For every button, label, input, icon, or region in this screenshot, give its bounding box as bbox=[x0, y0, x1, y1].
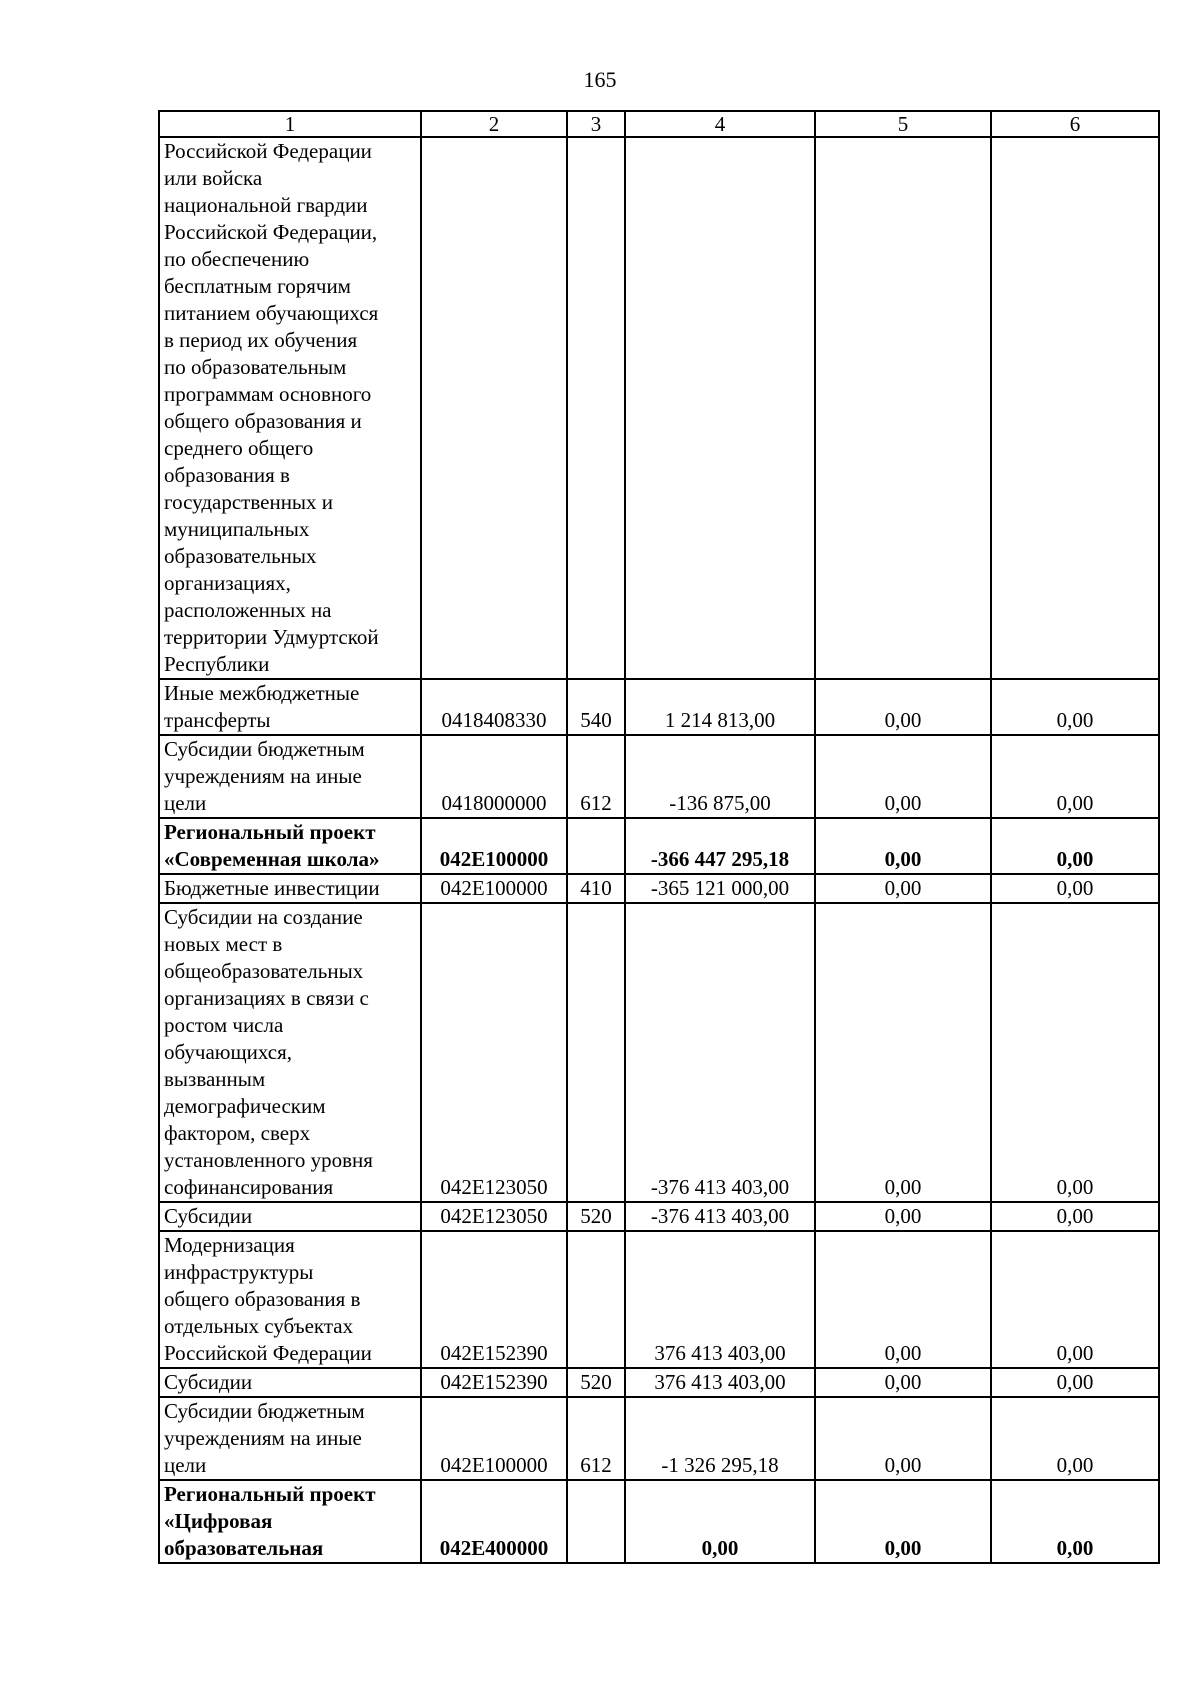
amount-col5: 0,00 bbox=[815, 818, 991, 874]
table-row bbox=[159, 735, 1159, 818]
target-code: 042E152390 bbox=[421, 1231, 567, 1368]
target-code: 042E123050 bbox=[421, 903, 567, 1202]
row-name: Субсидии bbox=[159, 1368, 421, 1397]
row-name: Российской Федерации или войска национальной гвардии Российской Федерации, по обеспечению бесплатным горячим питанием обучающихся в период их обучения по образовательным программам основного общего образования и среднего общего образования в государственных и муниципальных образовательных организациях, расположенных на территории Удмуртской Республики bbox=[159, 137, 421, 679]
column-header: 2 bbox=[421, 111, 567, 137]
page-number: 165 bbox=[583, 67, 617, 92]
amount-col4: -376 413 403,00 bbox=[625, 1202, 815, 1231]
amount-col5: 0,00 bbox=[815, 735, 991, 818]
target-code: 042E100000 bbox=[421, 874, 567, 903]
expense-type bbox=[567, 137, 625, 679]
amount-col5: 0,00 bbox=[815, 903, 991, 1202]
amount-col4: -1 326 295,18 bbox=[625, 1397, 815, 1480]
table-row bbox=[159, 1397, 1159, 1480]
row-name: Бюджетные инвестиции bbox=[159, 874, 421, 903]
row-name: Субсидии бюджетным учреждениям на иные цели bbox=[159, 1397, 421, 1480]
expense-type bbox=[567, 903, 625, 1202]
expense-type bbox=[567, 818, 625, 874]
amount-col6: 0,00 bbox=[991, 1202, 1159, 1231]
row-name: Модернизация инфраструктуры общего образования в отдельных субъектах Российской Федерации bbox=[159, 1231, 421, 1368]
target-code: 042E123050 bbox=[421, 1202, 567, 1231]
table-row bbox=[159, 679, 1159, 735]
table-row bbox=[159, 1231, 1159, 1368]
expense-type: 612 bbox=[567, 1397, 625, 1480]
target-code: 042E400000 bbox=[421, 1480, 567, 1563]
amount-col4: -365 121 000,00 bbox=[625, 874, 815, 903]
column-header: 3 bbox=[567, 111, 625, 137]
target-code bbox=[421, 137, 567, 679]
amount-col4: -136 875,00 bbox=[625, 735, 815, 818]
expense-type: 540 bbox=[567, 679, 625, 735]
amount-col4: 376 413 403,00 bbox=[625, 1368, 815, 1397]
amount-col5: 0,00 bbox=[815, 679, 991, 735]
amount-col4: 0,00 bbox=[625, 1480, 815, 1563]
column-header: 1 bbox=[159, 111, 421, 137]
row-name: Региональный проект «Цифровая образовательная bbox=[159, 1480, 421, 1563]
amount-col5: 0,00 bbox=[815, 1202, 991, 1231]
expense-type bbox=[567, 1231, 625, 1368]
target-code: 0418000000 bbox=[421, 735, 567, 818]
amount-col4: -366 447 295,18 bbox=[625, 818, 815, 874]
row-name: Субсидии bbox=[159, 1202, 421, 1231]
amount-col6 bbox=[991, 137, 1159, 679]
amount-col5: 0,00 bbox=[815, 1368, 991, 1397]
amount-col5: 0,00 bbox=[815, 1231, 991, 1368]
amount-col4: 1 214 813,00 bbox=[625, 679, 815, 735]
row-name: Иные межбюджетные трансферты bbox=[159, 679, 421, 735]
target-code: 042E100000 bbox=[421, 818, 567, 874]
table-row bbox=[159, 1368, 1159, 1397]
amount-col5: 0,00 bbox=[815, 1480, 991, 1563]
target-code: 042E152390 bbox=[421, 1368, 567, 1397]
expense-type: 612 bbox=[567, 735, 625, 818]
row-name: Субсидии на создание новых мест в общеобразовательных организациях в связи с ростом числа обучающихся, вызванным демографическим фактором, сверх установленного уровня софинансирования bbox=[159, 903, 421, 1202]
expense-type: 410 bbox=[567, 874, 625, 903]
amount-col6: 0,00 bbox=[991, 818, 1159, 874]
table-row bbox=[159, 137, 1159, 679]
amount-col6: 0,00 bbox=[991, 735, 1159, 818]
column-header: 6 bbox=[991, 111, 1159, 137]
row-name: Субсидии бюджетным учреждениям на иные цели bbox=[159, 735, 421, 818]
amount-col5: 0,00 bbox=[815, 1397, 991, 1480]
column-number-header bbox=[159, 111, 1159, 137]
column-header: 5 bbox=[815, 111, 991, 137]
expense-type: 520 bbox=[567, 1202, 625, 1231]
amount-col4: 376 413 403,00 bbox=[625, 1231, 815, 1368]
amount-col5: 0,00 bbox=[815, 874, 991, 903]
amount-col4 bbox=[625, 137, 815, 679]
amount-col6: 0,00 bbox=[991, 874, 1159, 903]
amount-col6: 0,00 bbox=[991, 903, 1159, 1202]
amount-col6: 0,00 bbox=[991, 1480, 1159, 1563]
table-row bbox=[159, 903, 1159, 1202]
table-row bbox=[159, 818, 1159, 874]
expense-type bbox=[567, 1480, 625, 1563]
column-header: 4 bbox=[625, 111, 815, 137]
target-code: 042E100000 bbox=[421, 1397, 567, 1480]
table-row bbox=[159, 1202, 1159, 1231]
amount-col4: -376 413 403,00 bbox=[625, 903, 815, 1202]
target-code: 0418408330 bbox=[421, 679, 567, 735]
budget-table bbox=[158, 110, 1160, 1564]
amount-col6: 0,00 bbox=[991, 1397, 1159, 1480]
row-name: Региональный проект «Современная школа» bbox=[159, 818, 421, 874]
amount-col6: 0,00 bbox=[991, 679, 1159, 735]
amount-col5 bbox=[815, 137, 991, 679]
amount-col6: 0,00 bbox=[991, 1368, 1159, 1397]
table-row bbox=[159, 1480, 1159, 1563]
table-row bbox=[159, 874, 1159, 903]
expense-type: 520 bbox=[567, 1368, 625, 1397]
amount-col6: 0,00 bbox=[991, 1231, 1159, 1368]
